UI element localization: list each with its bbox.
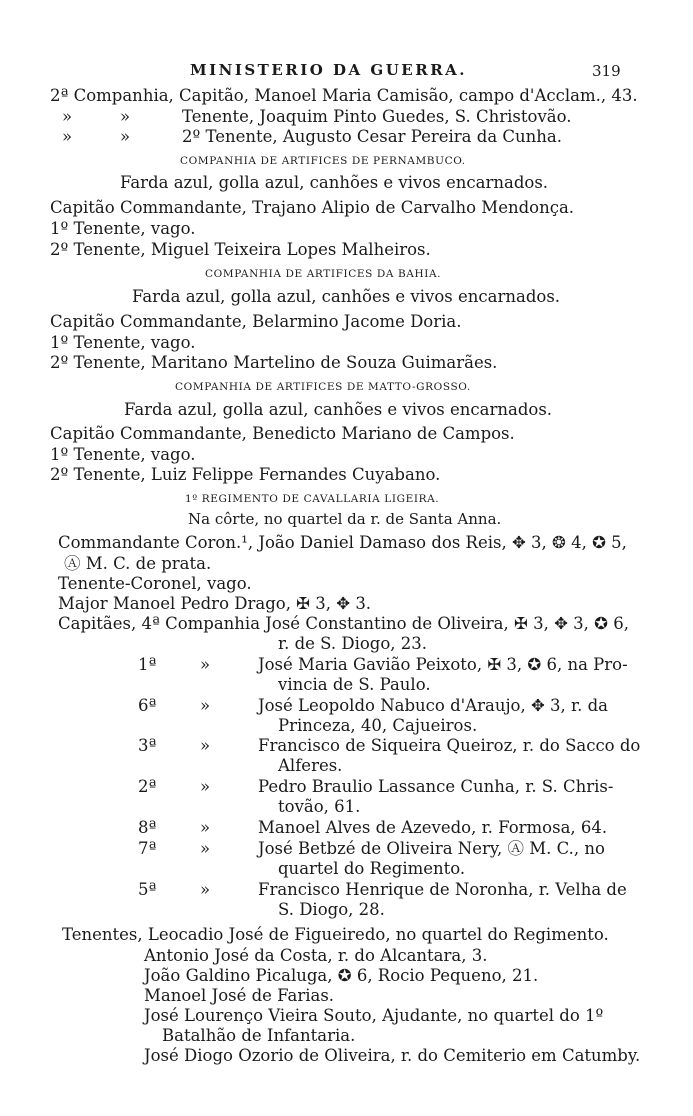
uniform-description: Farda azul, golla azul, canhões e vivos encarnados. (124, 400, 553, 419)
captain-entry: José Maria Gavião Peixoto, ✠ 3, ✪ 6, na Pro- (258, 655, 628, 674)
tenentes-line: Tenentes, Leocadio José de Figueiredo, no quartel do Regimento. (62, 925, 609, 944)
ditto-mark: » (62, 107, 73, 126)
section-heading-pernambuco: COMPANHIA DE ARTIFICES DE PERNAMBUCO. (180, 155, 466, 167)
captain-entry: Pedro Braulio Lassance Cunha, r. S. Chris- (258, 777, 614, 796)
entry-line: Capitão Commandante, Belarmino Jacome Doria. (50, 312, 462, 331)
ditto-mark: » (120, 127, 131, 146)
tenentes-line: Antonio José da Costa, r. do Alcantara, 3. (144, 946, 488, 965)
companhia-2-segundo-tenente: 2º Tenente, Augusto Cesar Pereira da Cunha. (182, 127, 562, 146)
tenentes-line: João Galdino Picaluga, ✪ 6, Rocio Pequeno, 21. (144, 966, 539, 985)
ditto-mark: » (200, 818, 211, 837)
company-number: 1ª (138, 655, 157, 674)
ditto-mark: » (200, 839, 211, 858)
company-number: 7ª (138, 839, 157, 858)
regimento-major: Major Manoel Pedro Drago, ✠ 3, ✥ 3. (58, 594, 372, 613)
section-heading-regimento: 1º REGIMENTO DE CAVALLARIA LIGEIRA. (185, 493, 440, 505)
companhia-2-captain: 2ª Companhia, Capitão, Manoel Maria Camisão, campo d'Acclam., 43. (50, 86, 638, 105)
regimento-commandante: Commandante Coron.¹, João Daniel Damaso dos Reis, ✥ 3, ❂ 4, ✪ 5, (58, 533, 627, 552)
ditto-mark: » (200, 696, 211, 715)
company-number: 5ª (138, 880, 157, 899)
captain-entry: Francisco Henrique de Noronha, r. Velha de (258, 880, 627, 899)
tenentes-line: Batalhão de Infantaria. (162, 1026, 356, 1045)
company-number: 2ª (138, 777, 157, 796)
captain-entry-cont: S. Diogo, 28. (278, 900, 385, 919)
captain-entry-cont: tovão, 61. (278, 797, 361, 816)
company-number: 3ª (138, 736, 157, 755)
tenentes-line: José Lourenço Vieira Souto, Ajudante, no quartel do 1º (144, 1006, 604, 1025)
ditto-mark: » (200, 777, 211, 796)
captain-entry: José Betbzé de Oliveira Nery, Ⓐ M. C., no (258, 839, 605, 858)
captain-entry: Francisco de Siqueira Queiroz, r. do Sacco do (258, 736, 641, 755)
company-number: 6ª (138, 696, 157, 715)
captain-entry-cont: quartel do Regimento. (278, 859, 466, 878)
entry-line: 2º Tenente, Maritano Martelino de Souza Guimarães. (50, 353, 498, 372)
ditto-mark: » (120, 107, 131, 126)
ditto-mark: » (200, 655, 211, 674)
ditto-mark: » (62, 127, 73, 146)
entry-line: 1º Tenente, vago. (50, 445, 196, 464)
captain-entry: José Leopoldo Nabuco d'Araujo, ✥ 3, r. da (258, 696, 609, 715)
ditto-mark: » (200, 736, 211, 755)
page-header-title: MINISTERIO DA GUERRA. (190, 61, 468, 79)
entry-line: 2º Tenente, Luiz Felippe Fernandes Cuyabano. (50, 465, 441, 484)
page-number: 319 (592, 62, 621, 80)
regimento-tenente-coronel: Tenente-Coronel, vago. (58, 574, 252, 593)
tenentes-line: Manoel José de Farias. (144, 986, 335, 1005)
regimento-commandante-cont: Ⓐ M. C. de prata. (64, 554, 212, 573)
ditto-mark: » (200, 880, 211, 899)
entry-line: Capitão Commandante, Trajano Alipio de Carvalho Mendonça. (50, 198, 575, 217)
companhia-2-tenente: Tenente, Joaquim Pinto Guedes, S. Christovão. (182, 107, 572, 126)
regimento-location: Na côrte, no quartel da r. de Santa Anna. (188, 510, 502, 528)
captain-entry-cont: Alferes. (278, 756, 343, 775)
captain-entry: Manoel Alves de Azevedo, r. Formosa, 64. (258, 818, 608, 837)
regimento-capitaes-first-cont: r. de S. Diogo, 23. (278, 634, 428, 653)
company-number: 8ª (138, 818, 157, 837)
section-heading-matto-grosso: COMPANHIA DE ARTIFICES DE MATTO-GROSSO. (175, 381, 471, 393)
captain-entry-cont: vincia de S. Paulo. (278, 675, 431, 694)
regimento-capitaes-first: Capitães, 4ª Companhia José Constantino de Oliveira, ✠ 3, ✥ 3, ✪ 6, (58, 614, 629, 633)
entry-line: Capitão Commandante, Benedicto Mariano de Campos. (50, 424, 515, 443)
entry-line: 2º Tenente, Miguel Teixeira Lopes Malheiros. (50, 240, 431, 259)
tenentes-line: José Diogo Ozorio de Oliveira, r. do Cemiterio em Catumby. (144, 1046, 641, 1065)
entry-line: 1º Tenente, vago. (50, 219, 196, 238)
uniform-description: Farda azul, golla azul, canhões e vivos encarnados. (132, 287, 561, 306)
section-heading-bahia: COMPANHIA DE ARTIFICES DA BAHIA. (205, 268, 442, 280)
captain-entry-cont: Princeza, 40, Cajueiros. (278, 716, 478, 735)
uniform-description: Farda azul, golla azul, canhões e vivos encarnados. (120, 173, 549, 192)
entry-line: 1º Tenente, vago. (50, 333, 196, 352)
